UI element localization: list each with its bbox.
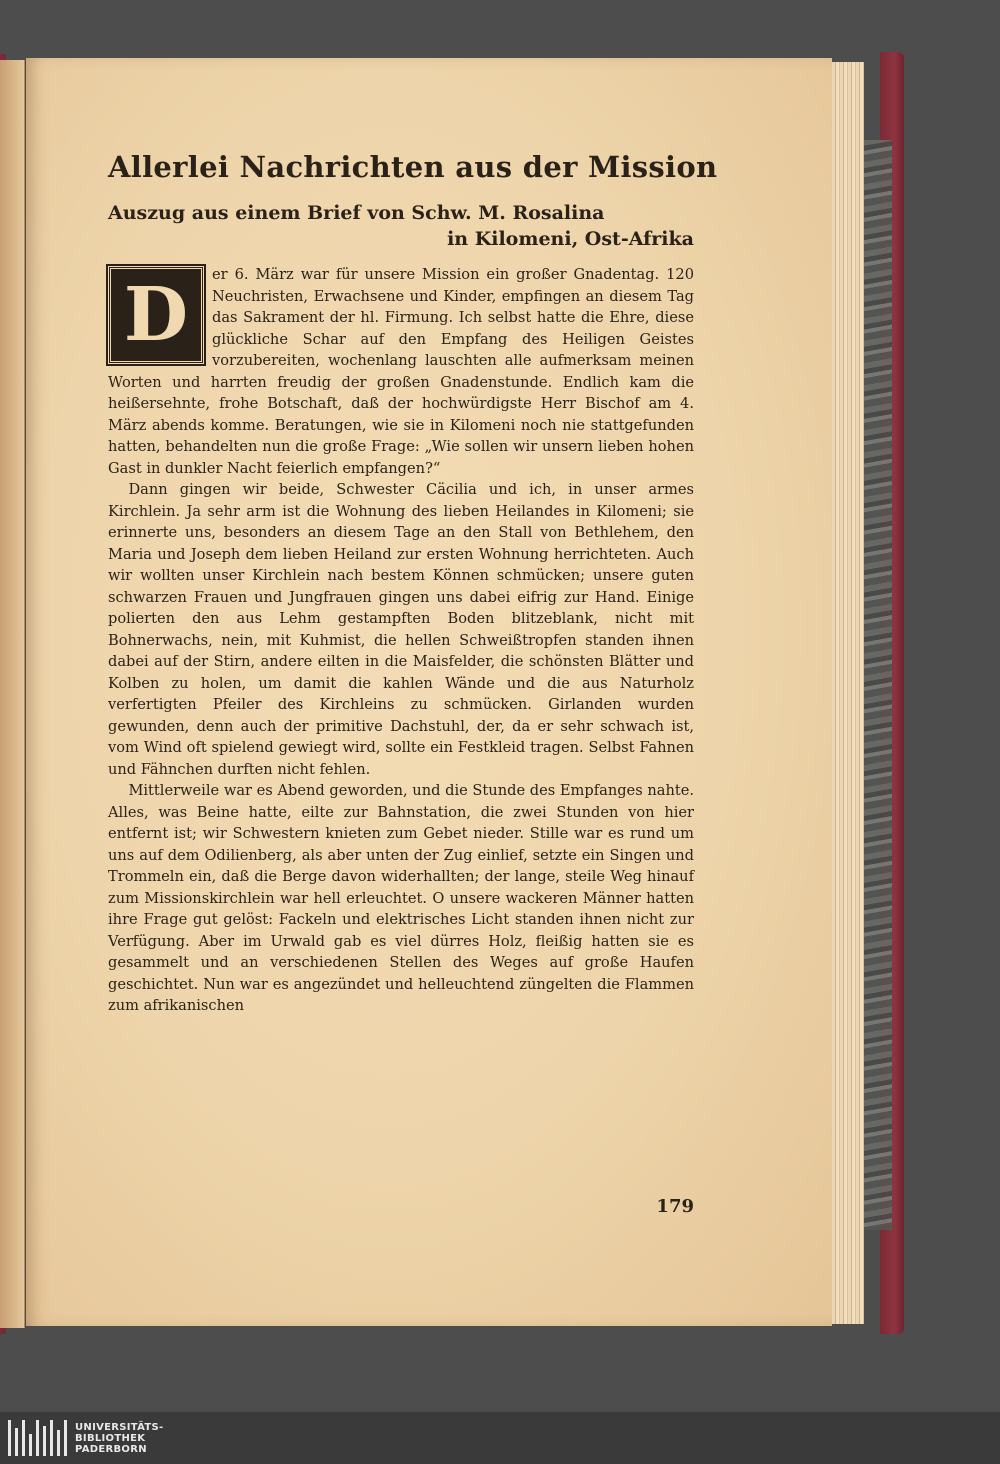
paragraph-2: Dann gingen wir beide, Schwester Cäcilia und ich, in unser armes Kirchlein. Ja sehr arm ist die Wohnung des lieben Heilandes in Kilomeni; sie erinnerte uns, besonders an diesem Tage an den Stall von Bethlehem, den Maria und Joseph dem lieben Heiland zur ersten Wohnung herrichteten. Auch wir wollten unser Kirchlein nach bestem Können schmücken; unsere guten schwarzen Frauen und Jungfrauen gingen uns dabei eifrig zur Hand. Einige polierten den aus Lehm gestampften Boden blitzeblank, nicht mit Bohnerwachs, nein, mit Kuhmist, die hellen Schweißtropfen standen ihnen dabei auf der Stirn, andere eilten in die Maisfelder, die schönsten Blätter und Kolben zu holen, um damit die kahlen Wände und die aus Naturholz verfertigten Pfeiler des Kirchleins zu schmücken. Girlanden wurden gewunden, denn auch der primitive Dachstuhl, der, da er sehr schwach ist, vom Wind oft spielend gewiegt wird, sollte ein Festkleid tragen. Selbst Fahnen und Fähnchen durften nicht fehlen. [108, 481, 694, 778]
library-name-line2: BIBLIOTHEK [75, 1432, 146, 1444]
marbled-board [862, 140, 892, 1230]
library-name [75, 1422, 164, 1455]
paragraph-1-text: er 6. März war für unsere Mission ein großer Gnadentag. 120 Neuchristen, Erwachsene und Kinder, empfingen an diesem Tag das Sakrament der hl. Firmung. Ich selbst hatte die Ehre, diese glückliche Schar auf den Empfang des Heiligen Geistes vorzubereiten, wochenlang lauschten alle aufmerksam meinen Worten und harrten freudig der großen Gnadenstunde. Endlich kam die heißersehnte, frohe Botschaft, daß der hochwürdigste Herr Bischof am 4. März abends komme. Beratungen, wie sie in Kilomeni noch nie stattgefunden hatten, behandelten nun die große Frage: „Wie sollen wir unsern lieben hohen Gast in dunkler Nacht feierlich empfangen?“ [108, 266, 694, 477]
library-logo-icon [8, 1420, 67, 1456]
library-name-line1: UNIVERSITÄTS- [75, 1421, 164, 1433]
page-content [108, 150, 718, 1017]
library-footer [0, 1412, 1000, 1464]
article-subtitle-line1: Auszug aus einem Brief von Schw. M. Rosalina [108, 202, 605, 224]
left-page-edge [0, 60, 25, 1328]
article-body [108, 264, 694, 1017]
article-subtitle-line2: in Kilomeni, Ost-Afrika [447, 228, 694, 250]
paragraph-3: Mittlerweile war es Abend geworden, und die Stunde des Empfanges nahte. Alles, was Beine hatte, eilte zur Bahnstation, die zwei Stunden von hier entfernt ist; wir Schwestern knieten zum Gebet nieder. Stille war es rund um uns auf dem Odilienberg, als aber unten der Zug einlief, setzte ein Singen und Trommeln ein, daß die Berge davon widerhallten; der lange, steile Weg hinauf zum Missionskirchlein war hell erleuchtet. O unsere wackeren Männer hatten ihre Frage gut gelöst: Fackeln und elektrisches Licht standen ihnen nicht zur Verfügung. Aber im Urwald gab es viel dürres Holz, fleißig hatten sie es gesammelt und an verschiedenen Stellen des Weges auf große Haufen geschichtet. Nun war es angezündet und helleuchtend züngelten die Flammen zum afrikanischen [108, 782, 694, 1014]
decorative-initial: D [108, 266, 204, 364]
paragraph-1 [108, 264, 694, 479]
article-title: Allerlei Nachrichten aus der Mission [108, 150, 718, 184]
page-number: 179 [656, 1196, 694, 1217]
library-name-line3: PADERBORN [75, 1443, 147, 1455]
